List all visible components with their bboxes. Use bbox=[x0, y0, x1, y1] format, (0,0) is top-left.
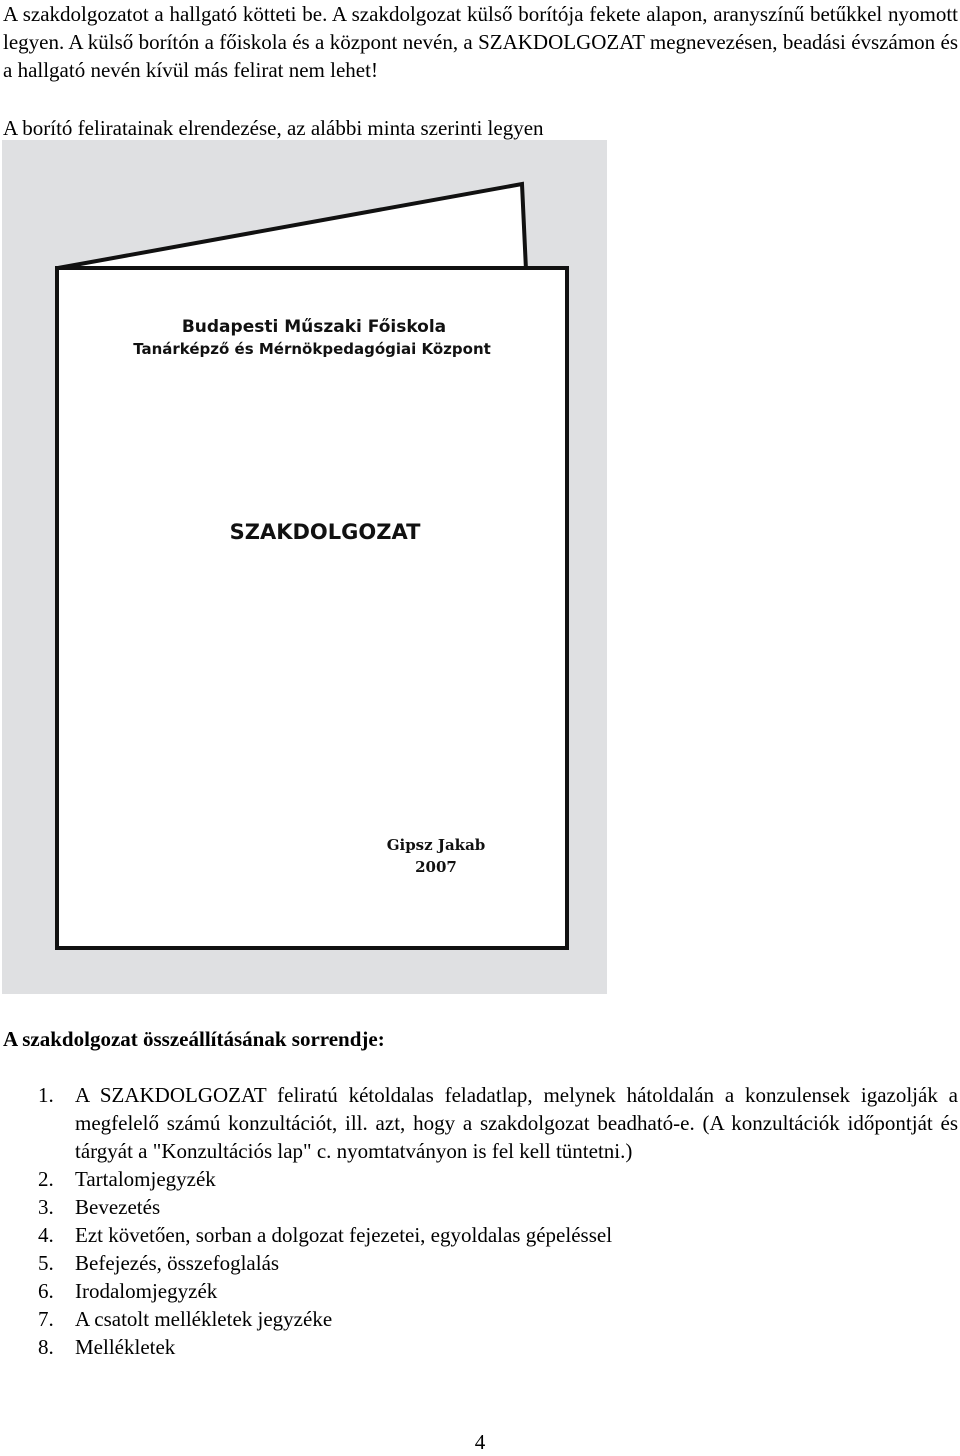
list-item bbox=[0, 1333, 958, 1361]
front-page bbox=[57, 268, 567, 948]
cover-title: SZAKDOLGOZAT bbox=[229, 520, 421, 544]
page-number: 4 bbox=[474, 1430, 486, 1454]
list-item-text: Mellékletek bbox=[75, 1335, 176, 1359]
order-list bbox=[0, 1081, 958, 1361]
list-item-text: Bevezetés bbox=[75, 1195, 161, 1219]
list-item bbox=[0, 1249, 958, 1277]
list-item bbox=[0, 1165, 958, 1193]
list-item-number: 8. bbox=[38, 1335, 54, 1359]
list-item-number: 5. bbox=[38, 1251, 54, 1275]
list-item bbox=[0, 1193, 958, 1221]
list-item-number: 7. bbox=[38, 1307, 54, 1331]
intro-paragraph: A szakdolgozatot a hallgató kötteti be. A szakdolgozat külső borítója fekete alapon, aranyszínű betűkkel nyomott legyen. A külső borítón a főiskola és a központ nevén, a SZAKDOLGOZAT megnevezésen, beadási évszámon és a hallgató nevén kívül más felirat nem lehet! bbox=[3, 2, 958, 82]
cover-institution: Budapesti Műszaki Főiskola bbox=[181, 317, 447, 337]
cover-year: 2007 bbox=[415, 858, 457, 876]
list-item-number: 1. bbox=[38, 1083, 54, 1107]
list-item-number: 6. bbox=[38, 1279, 54, 1303]
list-item-text: Ezt követően, sorban a dolgozat fejezetei, egyoldalas gépeléssel bbox=[75, 1223, 613, 1247]
list-item-text: Irodalomjegyzék bbox=[75, 1279, 218, 1303]
list-item bbox=[0, 1221, 958, 1249]
list-item-number: 4. bbox=[38, 1223, 54, 1247]
list-item bbox=[0, 1305, 958, 1333]
list-item-number: 2. bbox=[38, 1167, 54, 1191]
list-item-text: A SZAKDOLGOZAT feliratú kétoldalas feladatlap, melynek hátoldalán a konzulensek igazolják a megfelelő számú konzultációt, ill. azt, hogy a szakdolgozat beadható-e. (A konzultációk időpontját és tárgyát a "Konzultációs lap" c. nyomtatványon is fel kell tüntetni.) bbox=[75, 1083, 958, 1163]
list-item-text: A csatolt mellékletek jegyzéke bbox=[75, 1307, 333, 1331]
list-item-text: Befejezés, összefoglalás bbox=[75, 1251, 280, 1275]
list-item bbox=[0, 1081, 958, 1165]
cover-center: Tanárképző és Mérnökpedagógiai Központ bbox=[133, 340, 491, 358]
list-item-number: 3. bbox=[38, 1195, 54, 1219]
cover-sample-drawing bbox=[2, 140, 607, 994]
list-item-text: Tartalomjegyzék bbox=[75, 1167, 216, 1191]
cover-author: Gipsz Jakab bbox=[386, 836, 486, 854]
cover-sample-figure bbox=[2, 140, 607, 994]
list-item bbox=[0, 1277, 958, 1305]
layout-note: A borító feliratainak elrendezése, az alábbi minta szerinti legyen bbox=[3, 116, 544, 140]
order-heading: A szakdolgozat összeállításának sorrendje: bbox=[3, 1027, 385, 1051]
